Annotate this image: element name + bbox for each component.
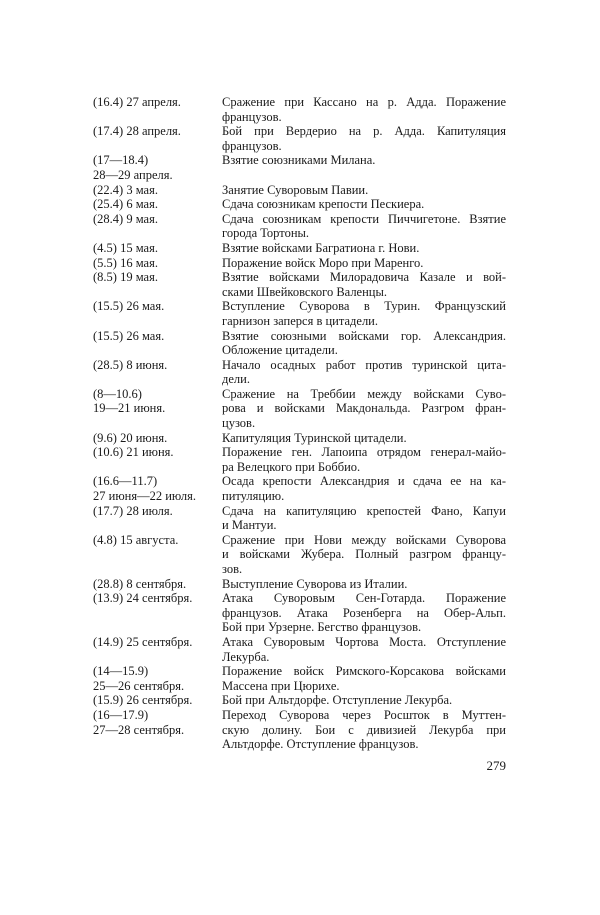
date-line: (16.4) 27 апреля. — [93, 95, 181, 109]
chronology-entry — [93, 387, 506, 431]
text-line: Атака Суворовым Чортова Моста. Отступление — [222, 634, 506, 649]
entry-date — [93, 577, 222, 592]
text-line: Взятие союзными войсками гор. Александрия. — [222, 328, 506, 343]
entry-date — [93, 708, 222, 752]
entry-text — [222, 183, 506, 198]
entry-date — [93, 95, 222, 124]
entry-date — [93, 533, 222, 577]
text-line: Занятие Суворовым Павии. — [222, 182, 369, 197]
date-line: (10.6) 21 июня. — [93, 445, 174, 460]
entry-text — [222, 635, 506, 664]
chronology-entry — [93, 270, 506, 299]
text-line: Сражение при Нови между войсками Суворова — [222, 532, 506, 547]
entry-text — [222, 153, 506, 182]
entry-date — [93, 241, 222, 256]
text-line: дели. — [222, 372, 250, 387]
entry-date — [93, 270, 222, 299]
text-line: Альтдорфе. Отступление французов. — [222, 737, 419, 752]
date-line: (25.4) 6 мая. — [93, 197, 158, 212]
date-line: (28.5) 8 июня. — [93, 357, 168, 372]
text-line: Сдача союзникам крепости Пескиера. — [222, 197, 425, 212]
chronology-entry — [93, 504, 506, 533]
entry-date — [93, 387, 222, 431]
entry-date — [93, 153, 222, 182]
text-line: Сражение при Кассано на р. Адда. Поражение — [222, 95, 506, 109]
text-line: Обложение цитадели. — [222, 343, 338, 358]
text-line: Выступление Суворова из Италии. — [222, 576, 408, 591]
chronology-entry — [93, 708, 506, 752]
entry-date — [93, 197, 222, 212]
text-line: питуляцию. — [222, 489, 285, 504]
date-line: (5.5) 16 мая. — [93, 255, 158, 270]
date-line: 27 июня—22 июля. — [93, 489, 197, 504]
text-line: Взятие войсками Милорадовича Казале и вой- — [222, 270, 506, 285]
chronology-entry — [93, 664, 506, 693]
text-line: Начало осадных работ против туринской цита- — [222, 357, 506, 372]
date-line: (13.9) 24 сентября. — [93, 591, 193, 606]
text-line: Бой при Урзерне. Бегство французов. — [222, 620, 422, 635]
entry-text — [222, 256, 506, 271]
entry-text — [222, 591, 506, 635]
chronology-entry — [93, 445, 506, 474]
chronology-entry — [93, 299, 506, 328]
entry-text — [222, 329, 506, 358]
date-line: (14.9) 25 сентября. — [93, 634, 193, 649]
text-line: Вступление Суворова в Турин. Французский — [222, 299, 506, 314]
text-line: ра Велецкого при Боббио. — [222, 459, 361, 474]
entry-text — [222, 504, 506, 533]
date-line: 28—29 апреля. — [93, 167, 173, 182]
date-line: (4.8) 15 августа. — [93, 532, 179, 547]
text-line: Осада крепости Александрия и сдача ее на ка- — [222, 474, 506, 489]
text-line: сками Швейковского Валенцы. — [222, 284, 388, 299]
chronology-entry — [93, 95, 506, 124]
entry-text — [222, 445, 506, 474]
chronology-entry — [93, 635, 506, 664]
page-number: 279 — [486, 758, 506, 773]
entry-date — [93, 431, 222, 446]
text-line: и войсками Жубера. Полный разгром францу- — [222, 547, 506, 562]
entry-date — [93, 358, 222, 387]
date-line: (15.5) 26 мая. — [93, 299, 165, 314]
text-line: цузов. — [222, 416, 256, 431]
date-line: (17.4) 28 апреля. — [93, 124, 181, 139]
entry-text — [222, 212, 506, 241]
chronology-entry — [93, 153, 506, 182]
entry-date — [93, 256, 222, 271]
date-line: 25—26 сентября. — [93, 678, 185, 693]
chronology-entry — [93, 256, 506, 271]
entry-date — [93, 299, 222, 328]
text-line: и Мантуи. — [222, 518, 277, 533]
chronology-entry — [93, 591, 506, 635]
text-line: Взятие союзниками Милана. — [222, 153, 376, 168]
text-line: Лекурба. — [222, 649, 270, 664]
chronology-entry — [93, 474, 506, 503]
text-line: Сдача союзникам крепости Пиччигетоне. Взятие — [222, 211, 506, 226]
date-line: (4.5) 15 мая. — [93, 240, 158, 255]
entry-date — [93, 183, 222, 198]
chronology-entry — [93, 212, 506, 241]
chronology-entry — [93, 197, 506, 212]
date-line: (28.4) 9 мая. — [93, 211, 158, 226]
text-line: Поражение ген. Лапоипа отрядом генерал-майо- — [222, 445, 506, 460]
text-line: Поражение войск Римского-Корсакова войсками — [222, 664, 506, 679]
date-line: (9.6) 20 июня. — [93, 430, 168, 445]
entry-text — [222, 708, 506, 752]
entry-text — [222, 197, 506, 212]
date-line: (17.7) 28 июля. — [93, 503, 173, 518]
text-line: зов. — [222, 562, 243, 576]
date-line: (16—17.9) — [93, 707, 149, 722]
date-line: (8.5) 19 мая. — [93, 270, 158, 285]
entry-date — [93, 212, 222, 241]
entry-date — [93, 124, 222, 153]
text-line: Бой при Альтдорфе. Отступление Лекурба. — [222, 693, 453, 708]
entry-date — [93, 504, 222, 533]
chronology-entry — [93, 329, 506, 358]
text-line: Капитуляция Туринской цитадели. — [222, 430, 407, 445]
chronology-entry — [93, 577, 506, 592]
entry-date — [93, 474, 222, 503]
text-line: гарнизон заперся в цитадели. — [222, 313, 378, 328]
entry-text — [222, 474, 506, 503]
entry-date — [93, 591, 222, 635]
text-line: Массена при Цюрихе. — [222, 678, 340, 693]
entry-text — [222, 124, 506, 153]
chronology-entry — [93, 241, 506, 256]
text-line: рова и войсками Макдональда. Разгром фран- — [222, 401, 506, 416]
text-line: французов. — [222, 109, 282, 124]
entry-text — [222, 533, 506, 577]
date-line: (16.6—11.7) — [93, 474, 158, 489]
entry-text — [222, 270, 506, 299]
date-line: (8—10.6) — [93, 386, 142, 401]
chronology-list — [93, 95, 506, 752]
chronology-entry — [93, 358, 506, 387]
date-line: 19—21 июня. — [93, 401, 166, 416]
date-line: (28.8) 8 сентября. — [93, 576, 187, 591]
entry-text — [222, 299, 506, 328]
date-line: (17—18.4) — [93, 153, 149, 168]
text-line: города Тортоны. — [222, 226, 310, 241]
entry-text — [222, 577, 506, 592]
text-line: французов. — [222, 138, 282, 153]
entry-text — [222, 95, 506, 124]
text-line: Атака Суворовым Сен-Готарда. Поражение — [222, 591, 506, 606]
text-line: Поражение войск Моро при Маренго. — [222, 255, 424, 270]
entry-text — [222, 664, 506, 693]
entry-date — [93, 635, 222, 664]
text-line: французов. Атака Розенберга на Обер-Альп. — [222, 605, 506, 620]
entry-text — [222, 241, 506, 256]
date-line: (14—15.9) — [93, 664, 149, 679]
chronology-entry — [93, 124, 506, 153]
text-line: скую долину. Бои с дивизией Лекурба при — [222, 722, 506, 737]
entry-text — [222, 693, 506, 708]
chronology-entry — [93, 183, 506, 198]
chronology-entry — [93, 693, 506, 708]
entry-text — [222, 358, 506, 387]
text-line: Сражение на Треббии между войсками Суво- — [222, 386, 506, 401]
chronology-entry — [93, 533, 506, 577]
text-line: Сдача на капитуляцию крепостей Фано, Капуи — [222, 503, 506, 518]
entry-text — [222, 387, 506, 431]
date-line: (15.9) 26 сентября. — [93, 693, 193, 708]
date-line: 27—28 сентября. — [93, 722, 185, 737]
text-line: Бой при Вердерио на р. Адда. Капитуляция — [222, 124, 506, 139]
text-line: Взятие войсками Багратиона г. Нови. — [222, 240, 420, 255]
entry-text — [222, 431, 506, 446]
entry-date — [93, 664, 222, 693]
entry-date — [93, 693, 222, 708]
chronology-entry — [93, 431, 506, 446]
date-line: (15.5) 26 мая. — [93, 328, 165, 343]
text-line: Переход Суворова через Росшток в Муттен- — [222, 707, 506, 722]
entry-date — [93, 329, 222, 358]
entry-date — [93, 445, 222, 474]
date-line: (22.4) 3 мая. — [93, 182, 158, 197]
